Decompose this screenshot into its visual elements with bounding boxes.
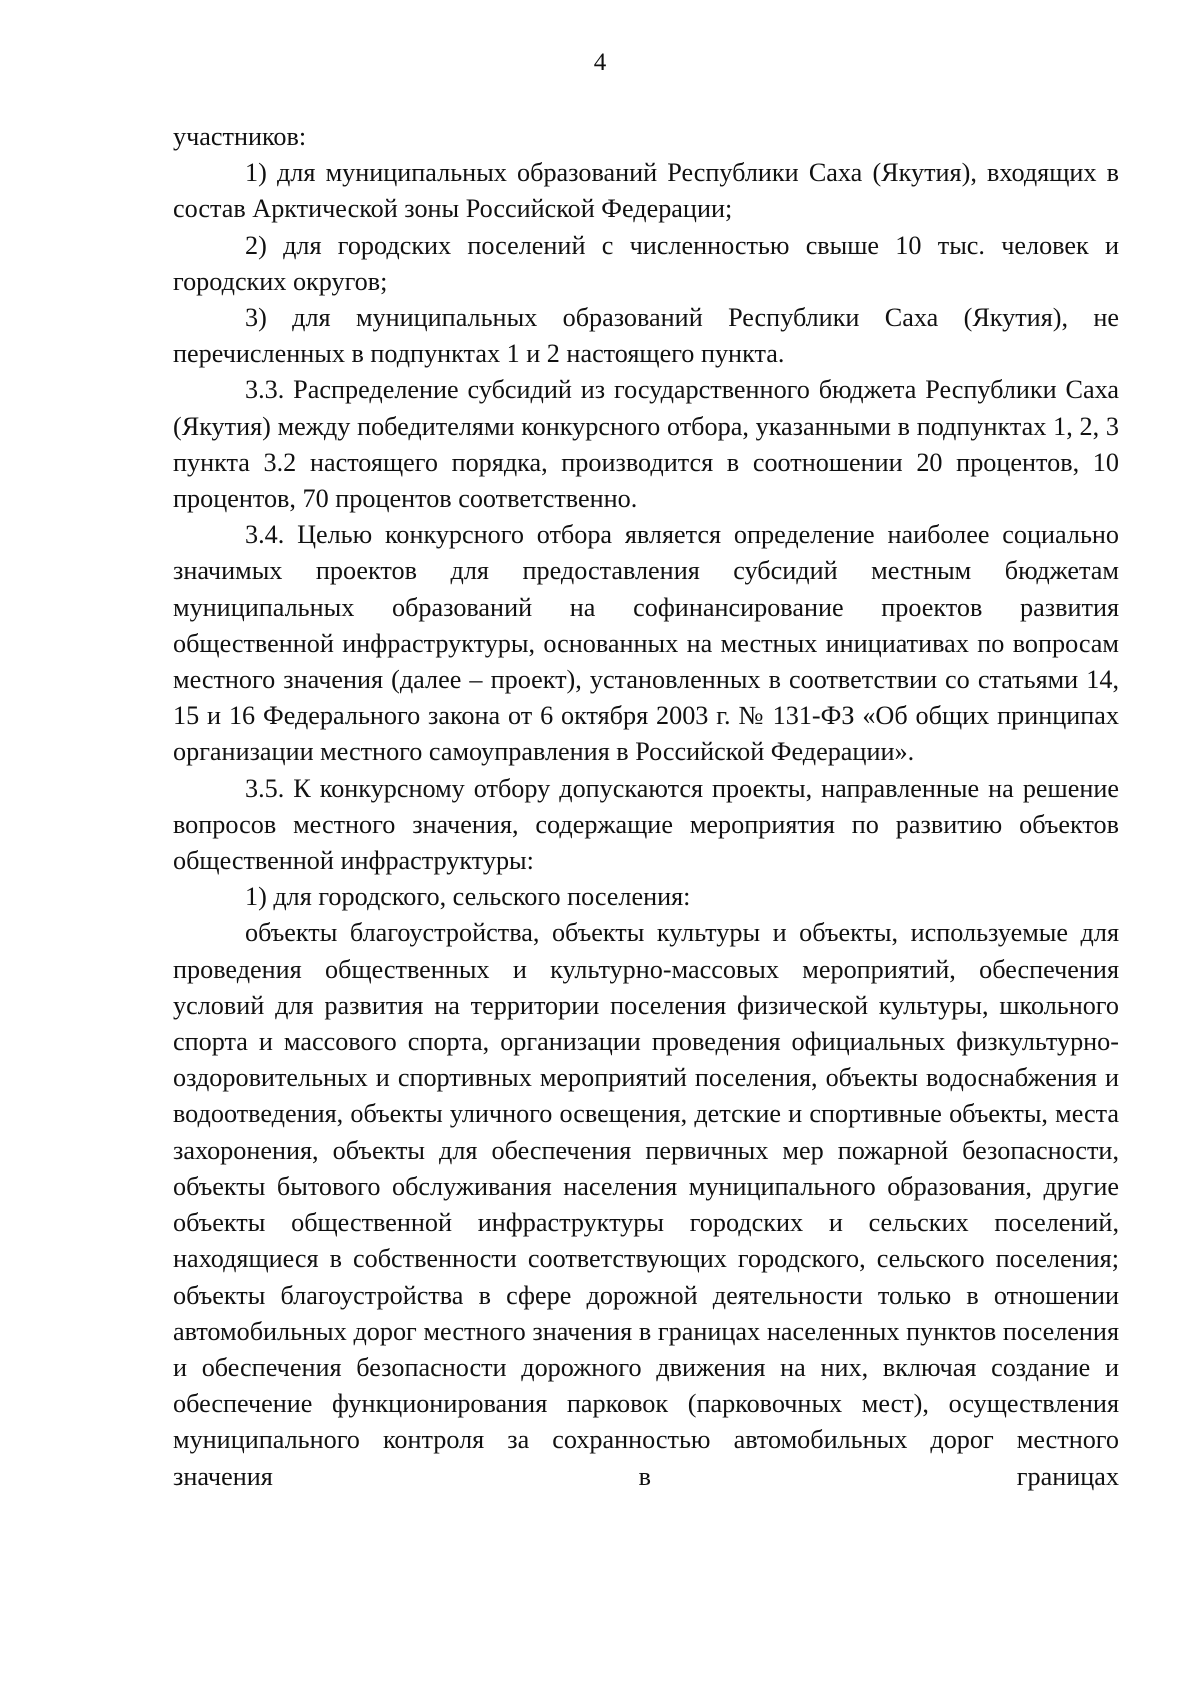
paragraph-continuation: участников: [173,122,307,151]
page-number: 4 [593,49,607,76]
paragraph-item-2: 2) для городских поселений с численностью свыше 10 тыс. человек и городских округов; [173,230,1119,296]
paragraph-item-3: 3) для муниципальных образований Республики Саха (Якутия), не перечисленных в подпунктах 1 и 2 настоящего пункта. [173,303,1119,369]
paragraph-item-1: 1) для муниципальных образований Республики Саха (Якутия), входящих в состав Арктической зоны Российской Федерации; [173,158,1119,224]
paragraph-3-4: 3.4. Целью конкурсного отбора является определение наиболее социально значимых проектов для предоставления субсидий местным бюджетам муниципальных образований на софинансирование проектов развития общественной инфраструктуры, основанных на местных инициативах по вопросам местного значения (далее – проект), установленных в соответствии со статьями 14, 15 и 16 Федерального закона от 6 октября 2003 г. № 131-ФЗ «Об общих принципах организации местного самоуправления в Российской Федерации». [173,520,1119,767]
paragraph-objects-list: объекты благоустройства, объекты культуры и объекты, используемые для проведения общественных и культурно-массовых мероприятий, обеспечения условий для развития на территории поселения физической культуры, школьного спорта и массового спорта, организации проведения официальных физкультурно-оздоровительных и спортивных мероприятий поселения, объекты водоснабжения и водоотведения, объекты уличного освещения, детские и спортивные объекты, места захоронения, объекты для обеспечения первичных мер пожарной безопасности, объекты бытового обслуживания населения муниципального образования, другие объекты общественной инфраструктуры городских и сельских поселений, находящиеся в собственности соответствующих городского, сельского поселения; объекты благоустройства в сфере дорожной деятельности только в отношении автомобильных дорог местного значения в границах населенных пунктов поселения и обеспечения безопасности дорожного движения на них, включая создание и обеспечение функционирования парковок (парковочных мест), осуществления муниципального контроля за сохранностью автомобильных дорог местного значения в границах [173,918,1119,1491]
paragraph-3-5: 3.5. К конкурсному отбору допускаются проекты, направленные на решение вопросов местного значения, содержащие мероприятия по развитию объектов общественной инфраструктуры: [173,773,1119,876]
paragraph-3-3: 3.3. Распределение субсидий из государственного бюджета Республики Саха (Якутия) между победителями конкурсного отбора, указанными в подпунктах 1, 2, 3 пункта 3.2 настоящего порядка, производится в соотношении 20 процентов, 10 процентов, 70 процентов соответственно. [173,375,1119,514]
document-body [173,119,1119,1495]
paragraph-subitem-1: 1) для городского, сельского поселения: [245,882,691,912]
